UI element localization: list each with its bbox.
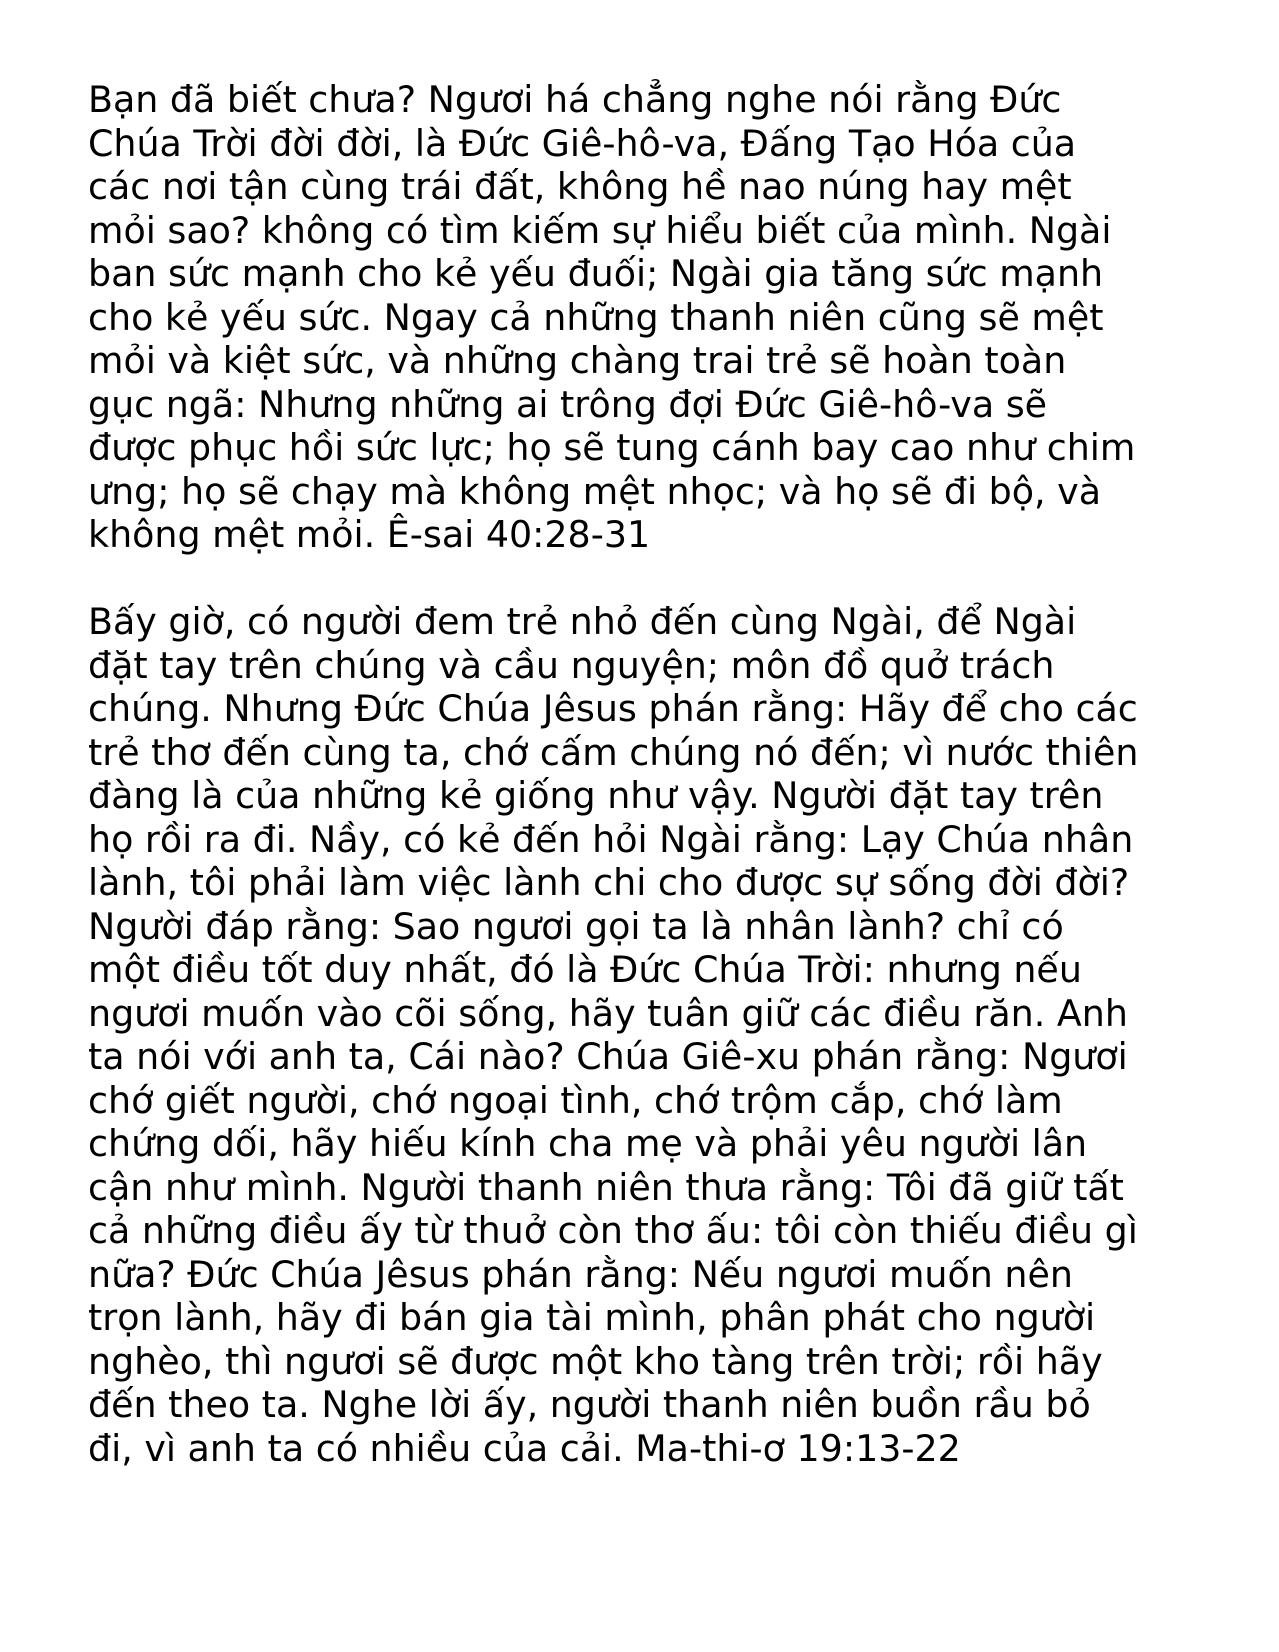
text-line: cận như mình. Người thanh niên thưa rằng: Tôi đã giữ tất (88, 1165, 1124, 1209)
text-line: ban sức mạnh cho kẻ yếu đuối; Ngài gia tăng sức mạnh (88, 252, 1104, 295)
text-line: Bạn đã biết chưa? Ngươi há chẳng nghe nói rằng Đức (88, 78, 1062, 121)
paragraph-matthew (88, 600, 1238, 1470)
text-line: đi, vì anh ta có nhiều của cải. Ma-thi-ơ 19:13-22 (88, 1426, 961, 1470)
text-line: Bấy giờ, có người đem trẻ nhỏ đến cùng Ngài, để Ngài (88, 600, 1077, 643)
text-line: ngươi muốn vào cõi sống, hãy tuân giữ các điều răn. Anh (88, 991, 1128, 1035)
text-line: Người đáp rằng: Sao ngươi gọi ta là nhân lành? chỉ có (88, 904, 1064, 948)
text-line: lành, tôi phải làm việc lành chi cho được sự sống đời đời? (88, 861, 1130, 904)
text-line: chứng dối, hãy hiếu kính cha mẹ và phải yêu người lân (88, 1122, 1088, 1165)
text-line: cho kẻ yếu sức. Ngay cả những thanh niên cũng sẽ mệt (88, 295, 1104, 339)
text-line: chớ giết người, chớ ngoại tình, chớ trộm cắp, chớ làm (88, 1078, 1063, 1122)
text-line: nữa? Đức Chúa Jêsus phán rằng: Nếu ngươi muốn nên (88, 1252, 1073, 1296)
text-line: mỏi và kiệt sức, và những chàng trai trẻ sẽ hoàn toàn (88, 339, 1067, 382)
text-line: đến theo ta. Nghe lời ấy, người thanh niên buồn rầu bỏ (88, 1383, 1091, 1426)
text-line: được phục hồi sức lực; họ sẽ tung cánh bay cao như chim (88, 426, 1136, 469)
document-page (88, 78, 1238, 1470)
text-line: ta nói với anh ta, Cái nào? Chúa Giê-xu phán rằng: Ngươi (88, 1035, 1128, 1078)
text-line: chúng. Nhưng Đức Chúa Jêsus phán rằng: Hãy để cho các (88, 687, 1138, 730)
text-line: họ rồi ra đi. Nầy, có kẻ đến hỏi Ngài rằng: Lạy Chúa nhân (88, 817, 1134, 861)
text-line: không mệt mỏi. Ê-sai 40:28-31 (88, 513, 651, 556)
paragraph-isaiah (88, 78, 1238, 557)
text-line: nghèo, thì ngươi sẽ được một kho tàng trên trời; rồi hãy (88, 1339, 1103, 1383)
text-line: gục ngã: Nhưng những ai trông đợi Đức Giê-hô-va sẽ (88, 382, 1048, 426)
text-line: đặt tay trên chúng và cầu nguyện; môn đồ quở trách (88, 643, 1055, 687)
text-line: Chúa Trời đời đời, là Đức Giê-hô-va, Đấng Tạo Hóa của (88, 121, 1077, 165)
text-line: cả những điều ấy từ thuở còn thơ ấu: tôi còn thiếu điều gì (88, 1209, 1138, 1252)
text-line: mỏi sao? không có tìm kiếm sự hiểu biết của mình. Ngài (88, 208, 1112, 252)
text-line: đàng là của những kẻ giống như vậy. Người đặt tay trên (88, 774, 1104, 817)
text-line: ưng; họ sẽ chạy mà không mệt nhọc; và họ sẽ đi bộ, và (88, 469, 1102, 513)
text-line: trẻ thơ đến cùng ta, chớ cấm chúng nó đến; vì nước thiên (88, 730, 1139, 774)
text-line: trọn lành, hãy đi bán gia tài mình, phân phát cho người (88, 1296, 1096, 1339)
text-line: các nơi tận cùng trái đất, không hề nao núng hay mệt (88, 165, 1072, 208)
text-line: một điều tốt duy nhất, đó là Đức Chúa Trời: nhưng nếu (88, 948, 1082, 991)
